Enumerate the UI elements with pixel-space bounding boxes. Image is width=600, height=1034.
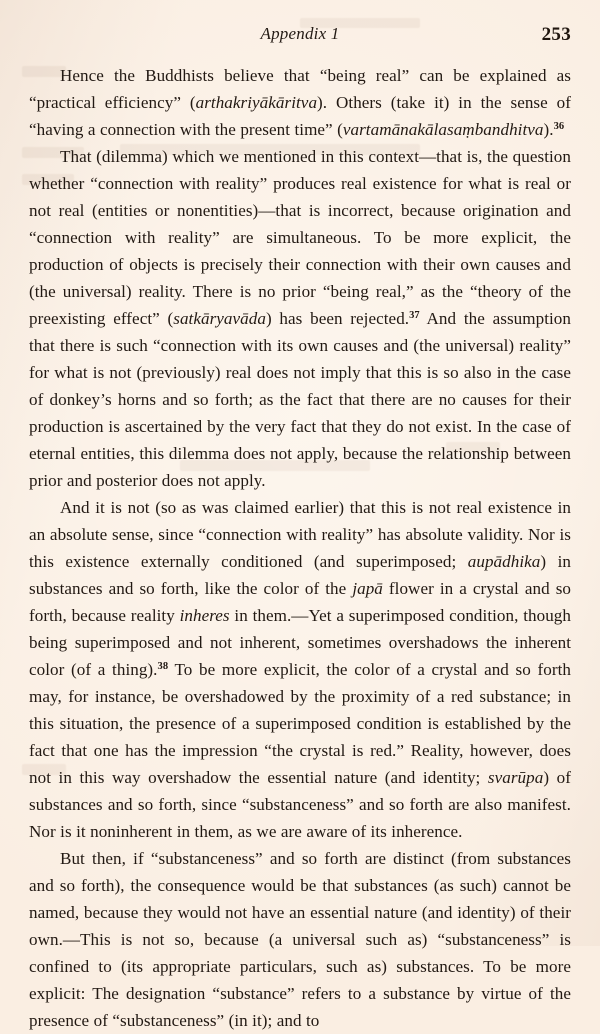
text-run: ) of substances and so forth, since “substanceness” and so forth are also manifest. Nor is it noninherent in them, as we are aware of its inherence.: [29, 768, 571, 841]
page-content: [29, 0, 572, 1030]
text-run: To be more explicit, the color of a crystal and so forth may, for instance, be overshadowed by the proximity of a red substance; in this situation, the presence of a superimposed condition is established by the fact that one has the impression “the crystal is red.” Reality, however, does not in this way overshadow the essential nature (and identity;: [29, 660, 571, 787]
running-head: [29, 24, 571, 50]
paragraph: [29, 845, 571, 1034]
page-number: 253: [541, 24, 571, 45]
paragraph: [29, 143, 571, 494]
text-run: Hence the Buddhists believe that “being real” can be explained as “practical efficiency” (: [29, 66, 571, 112]
italic-term: vartamānakālasaṃbandhitva: [342, 120, 544, 139]
text-run: But then, if “substanceness” and so forth are distinct (from substances and so forth), the consequence would be that substances (as such) cannot be named, because they would not have an essential nature (and identity) of their own.—This is not so, because (a universal such as) “substanceness” is confined to (its appropriate particulars, such as) substances. To be more explicit: The designation “substance” refers to a substance by virtue of the presence of “substanceness” (in it); and to: [29, 849, 571, 1030]
text-run: ) has been rejected.: [265, 309, 410, 328]
body-text-column: [29, 62, 571, 1034]
text-run: And the assumption that there is such “connection with its own causes and (the universal) reality” for what is not (previously) real does not imply that this is so also in the case of donkey’s horns and so forth; as the fact that there are no causes for their production is ascertained by the very fact that they do not exist. In the case of eternal entities, this dilemma does not apply, because the relationship between prior and posterior does not apply.: [29, 309, 571, 490]
paragraph: [29, 62, 571, 143]
text-run: ). Others (take it) in the sense of “having a connection with the present time” (: [29, 93, 572, 139]
italic-term: satkāryavāda: [173, 309, 266, 328]
italic-term: inheres: [179, 606, 230, 625]
italic-term: aupādhika: [467, 552, 541, 571]
paragraph: [29, 494, 571, 845]
footnote-reference: 36: [553, 121, 565, 133]
italic-term: svarūpa: [487, 768, 544, 787]
italic-term: japā: [352, 579, 383, 598]
running-head-title: Appendix 1: [260, 24, 340, 43]
text-run: ).: [543, 120, 554, 139]
footnote-reference: 37: [409, 310, 420, 322]
text-run: in them.—Yet a superimposed condition, though being superimposed and not inherent, sometimes overshadows the inherent color (of a thing).: [29, 606, 571, 679]
text-run: And it is not (so as was claimed earlier) that this is not real existence in an absolute sense, since “connection with reality” has absolute validity. Nor is this existence externally conditioned (and superimposed;: [29, 498, 571, 571]
footnote-reference: 38: [157, 661, 169, 673]
text-run: flower in a crystal and so forth, because reality: [29, 579, 571, 625]
text-run: ) in substances and so forth, like the color of the: [29, 552, 571, 598]
italic-term: arthakriyākāritva: [195, 93, 318, 112]
text-run: That (dilemma) which we mentioned in this context—that is, the question whether “connection with reality” produces real existence for what is real or not real (entities or nonentities)—that is incorrect, because origination and “connection with reality” are simultaneous. To be more explicit, the production of objects is precisely their connection with their own causes and (the universal) reality. There is no prior “being real,” as the “theory of the preexisting effect” (: [29, 147, 571, 328]
